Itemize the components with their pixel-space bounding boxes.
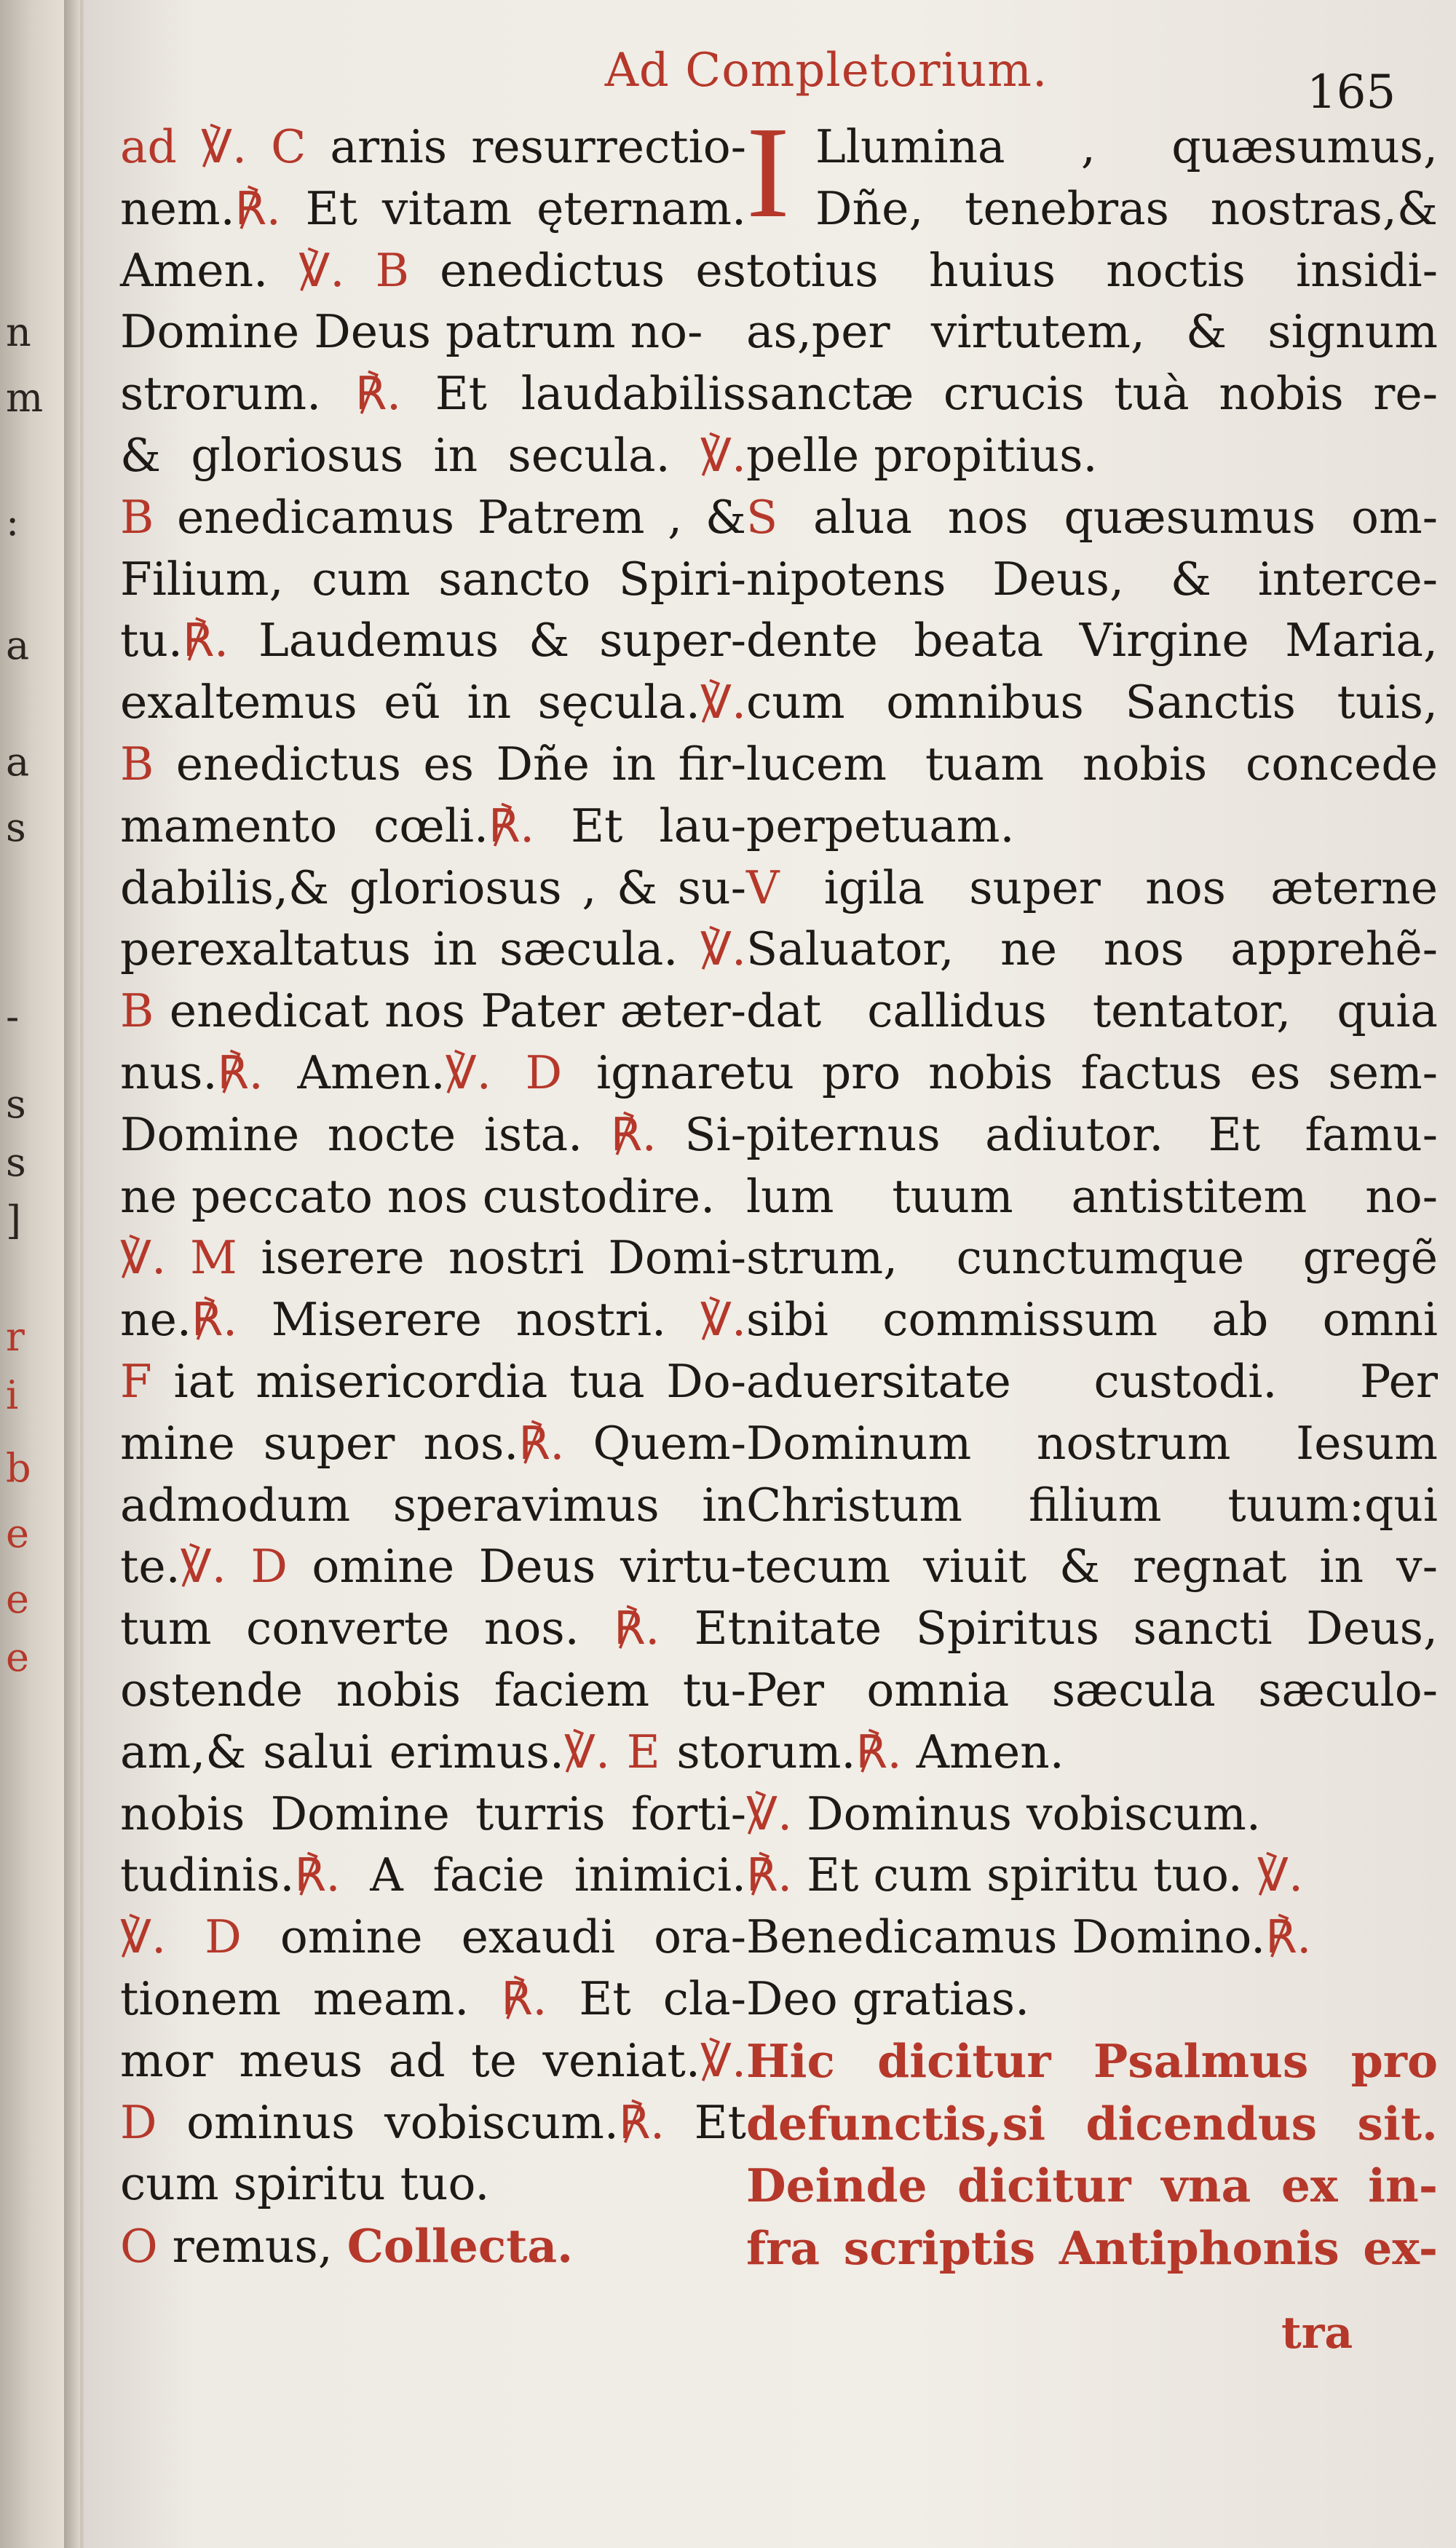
- gutter-glyph: s: [6, 1139, 26, 1185]
- rubric-text: ℣. D: [445, 1045, 563, 1099]
- body-text: tu.: [120, 614, 183, 668]
- body-text: arnis resurrectio-: [306, 120, 746, 173]
- text-line: [120, 1413, 746, 1475]
- rubric-text: ℟.: [217, 1045, 264, 1099]
- text-line: [120, 1969, 746, 2030]
- body-text: Amen.: [901, 1725, 1064, 1779]
- gutter-glyph: a: [6, 622, 30, 668]
- text-line: [746, 796, 1438, 858]
- rubric-text: ℣. E: [563, 1725, 660, 1779]
- body-text: Christum filium tuum:qui: [746, 1478, 1438, 1532]
- text-line: [120, 796, 746, 858]
- text-line: [746, 981, 1438, 1042]
- right-column: [746, 100, 1438, 2280]
- rubric-text: ℣. C: [200, 120, 306, 173]
- gutter-glyph: i: [6, 1372, 19, 1418]
- body-text: rum.: [746, 1725, 856, 1779]
- body-text: Si-: [656, 1107, 746, 1161]
- body-text: A facie inimici.: [340, 1848, 746, 1902]
- rubric-text: F: [120, 1354, 152, 1408]
- body-text: tum converte nos.: [120, 1602, 614, 1655]
- body-text: igila super nos æterne: [779, 860, 1438, 914]
- text-line: [120, 1722, 746, 1784]
- gutter-glyph: ]: [6, 1198, 22, 1243]
- initial-lines: [815, 116, 1438, 240]
- body-text: mamento cœli.: [120, 799, 489, 852]
- text-line: [120, 1104, 746, 1166]
- text-line: [120, 1475, 746, 1537]
- rubric-text: ℣. D: [120, 1910, 242, 1964]
- text-line: [746, 1660, 1438, 1722]
- text-line: [120, 240, 746, 302]
- body-text: Laudemus & super-: [229, 614, 746, 668]
- body-text: Et lau-: [534, 799, 746, 852]
- body-text: ignare: [562, 1045, 746, 1099]
- body-text: Quem-: [564, 1416, 747, 1470]
- body-text: Benedicamus Domino.: [746, 1910, 1266, 1964]
- body-text: nus.: [120, 1045, 218, 1099]
- rubric-text: V: [746, 860, 780, 914]
- rubric-text: ℟.: [855, 1725, 902, 1779]
- body-text: ne peccato nos custodire.: [120, 1169, 716, 1223]
- body-text: iat misericordia tua Do-: [151, 1354, 746, 1408]
- rubric-text: ℟.: [1265, 1910, 1312, 1964]
- rubric-text: ℟.: [518, 1416, 565, 1470]
- body-text: nipotens Deus, & interce-: [746, 552, 1438, 606]
- text-line: [120, 1598, 746, 1660]
- rubric-text: ℣.: [1257, 1848, 1303, 1902]
- rubric-text: ℟.: [746, 1848, 793, 1902]
- text-line: [120, 919, 746, 981]
- body-text: Et laudabilis: [400, 367, 746, 421]
- body-text: sibi commissum ab omni: [746, 1293, 1438, 1347]
- rubric-text: B: [120, 984, 154, 1038]
- text-line: [120, 1166, 746, 1228]
- text-line: [746, 1969, 1438, 2030]
- text-line: [120, 116, 746, 178]
- body-text: ominus vobiscum.: [157, 2095, 619, 2149]
- rubric-text: ℣.: [700, 428, 746, 482]
- body-text: strorum.: [120, 367, 355, 421]
- text-line: [746, 2093, 1438, 2156]
- text-line: [746, 1227, 1438, 1289]
- body-text: mine super nos.: [120, 1416, 519, 1470]
- rubric-text: ad: [120, 120, 201, 173]
- rubric-text: ℣.: [700, 922, 746, 976]
- gutter-glyph: -: [6, 994, 20, 1040]
- body-text: exaltemus eũ in sęcula.: [120, 676, 700, 729]
- text-line: [746, 1722, 1438, 1784]
- body-text: tecum viuit & regnat in v-: [746, 1540, 1438, 1594]
- body-text: enedictus es Dñe in fir-: [154, 737, 746, 791]
- rubric-text: ℟.: [355, 367, 401, 421]
- body-text: Et cla-: [547, 1971, 746, 2025]
- text-line: [746, 2155, 1438, 2217]
- body-text: tudinis.: [120, 1848, 295, 1902]
- text-line: [746, 2030, 1438, 2093]
- text-line: [746, 1536, 1438, 1598]
- rubric-text: defunctis,si dicendus sit.: [746, 2096, 1438, 2151]
- text-line: [746, 1598, 1438, 1660]
- text-line: [120, 2215, 746, 2278]
- text-line: [120, 981, 746, 1042]
- rubric-text: O: [120, 2220, 158, 2274]
- text-line: [746, 1845, 1438, 1907]
- body-text: perexaltatus in sæcula.: [120, 922, 700, 976]
- text-line: [120, 178, 746, 240]
- body-text: sanctæ crucis tuà nobis re-: [746, 367, 1438, 421]
- text-line: [120, 2153, 746, 2215]
- text-line: [120, 363, 746, 425]
- rubric-text: B: [120, 490, 154, 544]
- text-line: [746, 1351, 1438, 1413]
- body-text: aduersitate custodi. Per: [746, 1354, 1438, 1408]
- text-line: [746, 858, 1438, 919]
- body-text: Llumina , quæsumus,: [815, 120, 1438, 173]
- body-text: Per omnia sæcula sæculo-: [746, 1663, 1438, 1717]
- body-text: Filium, cum sancto Spiri-: [120, 552, 746, 606]
- rubric-text: ℟.: [488, 799, 535, 852]
- text-line: [120, 1536, 746, 1598]
- text-line: [120, 1351, 746, 1413]
- text-line: [120, 1660, 746, 1722]
- text-line: [746, 363, 1438, 425]
- text-line: [746, 1413, 1438, 1475]
- body-text: totius huius noctis insidi-: [746, 243, 1438, 297]
- gutter-glyph: r: [6, 1314, 25, 1360]
- body-text: cum spiritu tuo.: [120, 2157, 490, 2211]
- text-line: [815, 116, 1438, 178]
- body-text: am,& salui erimus.: [120, 1725, 564, 1779]
- rubric-text: B: [120, 737, 154, 791]
- body-text: Dominum nostrum Iesum: [746, 1416, 1438, 1470]
- book-page: [84, 0, 1456, 2548]
- text-line: [120, 2092, 746, 2154]
- text-line: [120, 858, 746, 919]
- gutter-glyph: e: [6, 1576, 29, 1622]
- body-text: Deo gratias.: [746, 1971, 1030, 2025]
- rubric-text: ℟.: [182, 614, 229, 668]
- body-text: dat callidus tentator, quia: [746, 984, 1438, 1038]
- text-line: [746, 1104, 1438, 1166]
- gutter-glyph: e: [6, 1511, 29, 1556]
- text-line: [746, 734, 1438, 796]
- body-text: Et: [665, 2095, 746, 2149]
- body-text: remus,: [157, 2220, 347, 2274]
- rubric-text: ℣.: [700, 676, 746, 729]
- body-text: lucem tuam nobis concede: [746, 737, 1438, 791]
- text-line: [746, 1907, 1438, 1969]
- rubric-text: ℣. B: [298, 243, 409, 297]
- rubric-text: ℣.: [746, 1787, 793, 1840]
- text-line: [120, 549, 746, 611]
- body-text: Amen.: [263, 1045, 446, 1099]
- body-text: nem.: [120, 181, 235, 235]
- text-line: [120, 1042, 746, 1104]
- gutter-glyph: e: [6, 1634, 29, 1680]
- body-text: nobis Domine turris forti-: [120, 1787, 746, 1840]
- rubric-text: S: [746, 490, 778, 544]
- rubric-text: ℣.: [700, 1293, 746, 1347]
- body-text: enedicat nos Pater æter-: [154, 984, 746, 1038]
- gutter-glyph: n: [6, 309, 31, 355]
- body-text: omine Deus virtu-: [287, 1540, 746, 1594]
- body-text: strum, cunctumque gregẽ: [746, 1231, 1438, 1285]
- text-line: [746, 1475, 1438, 1537]
- text-line: [815, 178, 1438, 240]
- text-line: [120, 1907, 746, 1969]
- text-line: [746, 1289, 1438, 1351]
- body-text: Amen.: [120, 243, 299, 297]
- rubric-text: Hic dicitur Psalmus pro: [746, 2033, 1438, 2088]
- body-text: iserere nostri Domi-: [237, 1231, 747, 1285]
- decorated-initial: I: [746, 100, 790, 245]
- page-number: 165: [1307, 66, 1396, 119]
- body-text: te.: [120, 1540, 181, 1594]
- initial-block: [746, 100, 1438, 245]
- body-text: tu pro nobis factus es sem-: [746, 1045, 1438, 1099]
- text-line: [120, 734, 746, 796]
- body-text: mor meus ad te veniat.: [120, 2033, 700, 2087]
- text-line: [746, 425, 1438, 487]
- body-text: perpetuam.: [746, 799, 1015, 852]
- body-text: Dominus vobiscum.: [792, 1787, 1261, 1840]
- body-text: as,per virtutem, & signum: [746, 305, 1438, 359]
- text-line: [120, 1227, 746, 1289]
- rubric-text: D: [120, 2095, 157, 2149]
- rubric-text: Collecta.: [347, 2219, 574, 2274]
- text-line: [746, 549, 1438, 611]
- text-line: [120, 1289, 746, 1351]
- right-lines: [746, 240, 1438, 2280]
- rubric-text: ℟.: [191, 1293, 238, 1347]
- rubric-text: ℟.: [501, 1971, 547, 2025]
- text-line: [746, 2217, 1438, 2280]
- rubric-text: ℟.: [610, 1107, 657, 1161]
- body-text: alua nos quæsumus om-: [778, 490, 1438, 544]
- text-line: [746, 919, 1438, 981]
- body-text: piternus adiutor. Et famu-: [746, 1107, 1438, 1161]
- body-text: admodum speravimus in: [120, 1478, 746, 1532]
- body-text: enedicamus Patrem , &: [154, 490, 746, 544]
- body-text: sto: [660, 1725, 746, 1779]
- text-line: [746, 301, 1438, 363]
- rubric-text: ℟.: [234, 181, 281, 235]
- text-line: [746, 1166, 1438, 1228]
- body-text: ostende nobis faciem tu-: [120, 1663, 746, 1717]
- body-text: enedictus es: [408, 243, 746, 297]
- body-text: lum tuum antistitem no-: [746, 1169, 1438, 1223]
- gutter-glyph: b: [6, 1445, 31, 1491]
- text-line: [746, 610, 1438, 672]
- text-line: [746, 240, 1438, 302]
- rubric-text: ℟.: [618, 2095, 665, 2149]
- body-text: tionem meam.: [120, 1971, 502, 2025]
- rubric-text: fra scriptis Antiphonis ex-: [746, 2221, 1438, 2276]
- body-text: Saluator, ne nos apprehẽ-: [746, 922, 1438, 976]
- running-head: Ad Completorium.: [604, 44, 1048, 98]
- body-text: ne.: [120, 1293, 191, 1347]
- body-text: Domine Deus patrum no-: [120, 305, 703, 359]
- page-fold-shadow: [64, 0, 86, 2548]
- body-text: Dñe, tenebras nostras,&: [815, 181, 1438, 235]
- rubric-text: ℟.: [614, 1602, 660, 1655]
- body-text: dente beata Virgine Maria,: [746, 614, 1438, 668]
- text-line: [746, 1784, 1438, 1845]
- left-column: [120, 116, 746, 2278]
- text-line: [120, 610, 746, 672]
- text-line: [120, 1845, 746, 1907]
- body-text: pelle propitius.: [746, 428, 1098, 482]
- gutter-glyph: :: [6, 499, 20, 545]
- body-text: Domine nocte ista.: [120, 1107, 611, 1161]
- rubric-text: ℣.: [700, 2033, 746, 2087]
- text-line: [120, 2030, 746, 2092]
- text-line: [120, 301, 746, 363]
- body-text: Et: [660, 1602, 746, 1655]
- body-text: & gloriosus in secula.: [120, 428, 700, 482]
- rubric-text: Deinde dicitur vna ex in-: [746, 2159, 1438, 2213]
- body-text: nitate Spiritus sancti Deus,: [746, 1602, 1438, 1655]
- previous-page-gutter: [0, 0, 80, 2548]
- body-text: Et vitam ęternam.: [280, 181, 746, 235]
- body-text: dabilis,& gloriosus , & su-: [120, 860, 746, 914]
- gutter-glyph: a: [6, 739, 30, 785]
- text-line: [120, 487, 746, 549]
- text-line: [746, 1042, 1438, 1104]
- body-text: cum omnibus Sanctis tuis,: [746, 676, 1438, 729]
- gutter-glyph: m: [6, 375, 44, 421]
- body-text: Et cum spiritu tuo.: [792, 1848, 1257, 1902]
- text-line: [746, 672, 1438, 734]
- text-line: [120, 425, 746, 487]
- body-text: omine exaudi ora-: [241, 1910, 746, 1964]
- gutter-glyph: s: [6, 1081, 26, 1127]
- rubric-text: ℣. D: [180, 1540, 288, 1594]
- body-text: Miserere nostri.: [237, 1293, 700, 1347]
- text-line: [120, 672, 746, 734]
- rubric-text: ℣. M: [120, 1231, 237, 1285]
- rubric-text: ℟.: [294, 1848, 341, 1902]
- text-line: [120, 1784, 746, 1845]
- catchword: tra: [1281, 2308, 1353, 2359]
- text-line: [746, 487, 1438, 549]
- gutter-glyph: s: [6, 804, 26, 850]
